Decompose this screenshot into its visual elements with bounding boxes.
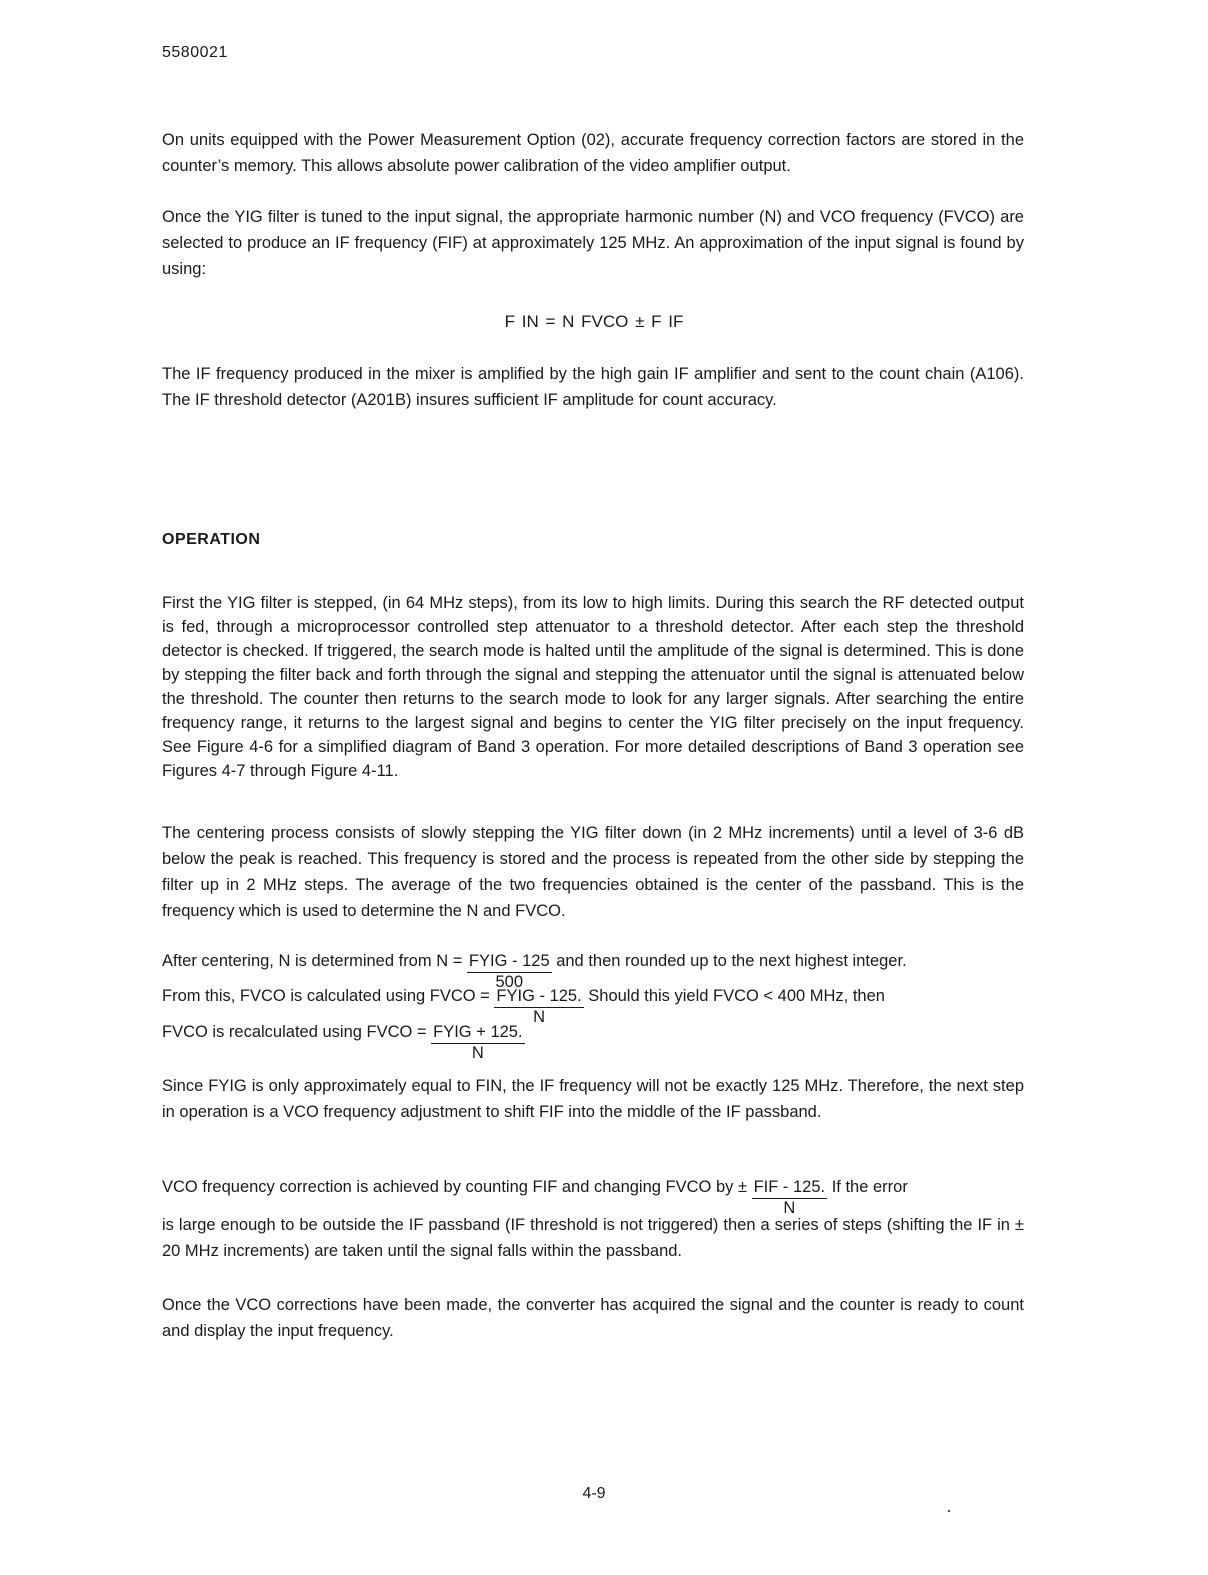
formula-fvco-tail: Should this yield FVCO < 400 MHz, then [583,987,885,1005]
operation-paragraph-1: First the YIG filter is stepped, (in 64 MHz steps), from its low to high limits. During this search the RF detected output is fed, through a microprocessor controlled step attenuator to a threshold detector. After each step the threshold detector is checked. If triggered, the search mode is halted until the amplitude of the signal is determined. This is done by stepping the filter back and forth through the signal and stepping the attenuator until the signal is attenuated below the threshold. The counter then returns to the search mode to look for any larger signals. After searching the entire frequency range, it returns to the largest signal and begins to center the YIG filter precisely on the input frequency. See Figure 4-6 for a simplified diagram of Band 3 operation. For more detailed descriptions of Band 3 operation see Figures 4-7 through Figure 4-11. [162,594,1024,780]
intro-paragraph-1: On units equipped with the Power Measurement Option (02), accurate frequency correction factors are stored in the counter’s memory. This allows absolute power calibration of the video amplifier output. [162,131,1024,175]
formula-n-text: After centering, N is determined from N = [162,952,467,970]
formula-recalc-text: FVCO is recalculated using FVCO = [162,1023,432,1041]
fraction-vco-correction [752,1178,828,1217]
fraction-fvco-denominator: N [533,1008,545,1026]
formula-line-n [162,952,1024,991]
fraction-n [467,952,552,991]
scan-speck [948,1510,950,1512]
vco-correction-text: VCO frequency correction is achieved by counting FIF and changing FVCO by ± [162,1178,752,1196]
formula-line-fvco-recalc [162,1023,1024,1062]
section-heading-operation: OPERATION [162,531,261,548]
operation-paragraph-5: Once the VCO corrections have been made, the converter has acquired the signal and the counter is ready to count and display the input frequency. [162,1296,1024,1340]
fraction-n-numerator: FYIG - 125 [467,952,552,973]
formula-n-tail: and then rounded up to the next highest integer. [551,952,907,970]
formula-line-fvco [162,987,1024,1026]
vco-correction-line [162,1178,1024,1217]
intro-paragraph-3: The IF frequency produced in the mixer is amplified by the high gain IF amplifier and sent to the count chain (A106). The IF threshold detector (A201B) insures sufficient IF amplitude for count accuracy. [162,365,1024,409]
operation-paragraph-3: Since FYIG is only approximately equal to FIN, the IF frequency will not be exactly 125 MHz. Therefore, the next step in operation is a VCO frequency adjustment to shift FIF into the middle of the IF passband. [162,1077,1024,1121]
fraction-n-denominator: 500 [495,973,524,991]
fraction-recalc [431,1023,524,1062]
vco-correction-tail: If the error [827,1178,908,1196]
input-frequency-equation: F IN = N FVCO ± F IF [504,312,684,331]
intro-paragraph-2: Once the YIG filter is tuned to the input signal, the appropriate harmonic number (N) and VCO frequency (FVCO) are selected to produce an IF frequency (FIF) at approximately 125 MHz. An approximation of the input signal is found by using: [162,208,1024,278]
page-number: 4-9 [582,1485,606,1502]
fraction-fvco [494,987,583,1026]
fraction-vco-denominator: N [783,1199,796,1217]
operation-paragraph-2: The centering process consists of slowly stepping the YIG filter down (in 2 MHz increments) until a level of 3-6 dB below the peak is reached. This frequency is stored and the process is repeated from the other side by stepping the filter up in 2 MHz steps. The average of the two frequencies obtained is the center of the passband. This is the frequency which is used to determine the N and FVCO. [162,824,1024,920]
fraction-vco-numerator: FIF - 125. [752,1178,828,1199]
fraction-fvco-numerator: FYIG - 125. [494,987,583,1008]
fraction-recalc-numerator: FYIG + 125. [431,1023,524,1044]
operation-paragraph-4-continued: is large enough to be outside the IF passband (IF threshold is not triggered) then a series of steps (shifting the IF in ± 20 MHz increments) are taken until the signal falls within the passband. [162,1216,1024,1260]
formula-fvco-text: From this, FVCO is calculated using FVCO = [162,987,495,1005]
fraction-recalc-denominator: N [471,1044,484,1062]
document-number: 5580021 [162,44,228,61]
